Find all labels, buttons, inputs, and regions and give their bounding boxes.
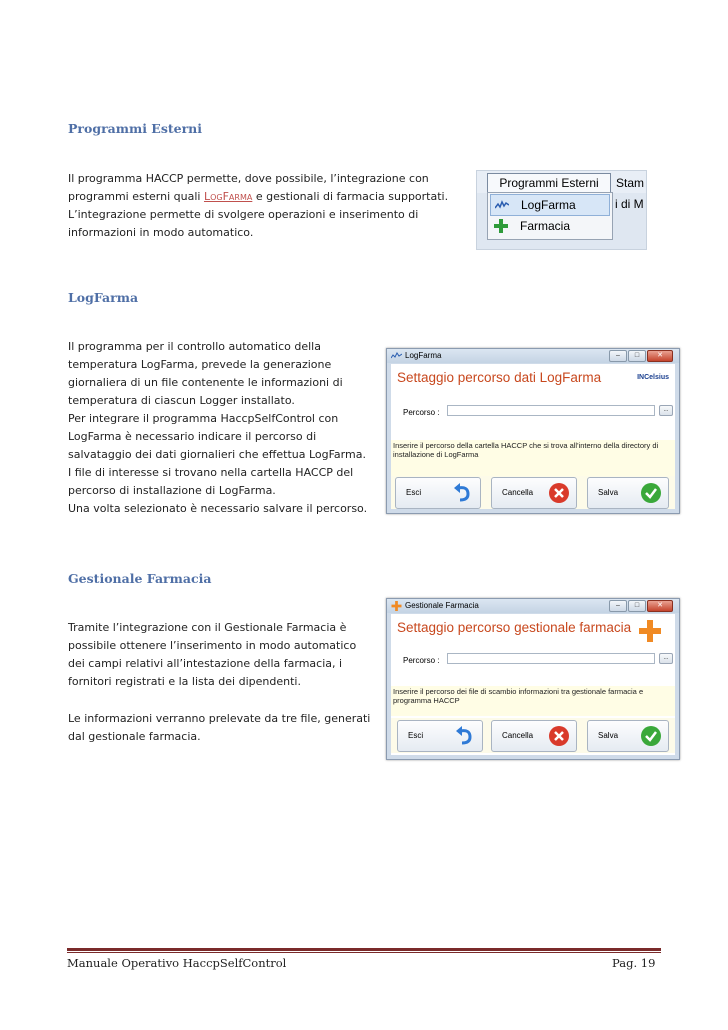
menu-stampe[interactable]: Stam (616, 176, 645, 190)
minimize-button[interactable]: – (609, 600, 627, 612)
dialog-titlebar (387, 599, 679, 613)
dialog-title: Settaggio percorso dati LogFarma (397, 370, 602, 385)
salva-button[interactable] (587, 720, 669, 752)
button-label: Esci (408, 731, 424, 740)
footer-rule-thin (67, 952, 661, 953)
menu-item-label: LogFarma (521, 198, 576, 212)
dialog-window-title: LogFarma (405, 351, 442, 360)
text-line: Tramite l’integrazione con il Gestionale Farmacia è (68, 621, 347, 634)
menu-item-logfarma[interactable] (490, 194, 610, 216)
menu-bar (477, 171, 646, 193)
orange-cross-icon (391, 601, 402, 611)
logfarma-link[interactable]: LogFarma (203, 190, 253, 203)
window-controls (608, 350, 673, 361)
heading-gestionale-farmacia: Gestionale Farmacia (68, 571, 212, 586)
paragraph-text: Il programma HACCP permette, dove possibile, l’integrazione con programmi esterni quali (68, 172, 429, 203)
paragraph-programmi-esterni (68, 170, 463, 242)
text-line: fornitori registrati e la lista dei dipendenti. (68, 675, 301, 688)
button-row (391, 718, 675, 753)
paragraph-gestionale-1 (68, 619, 378, 691)
path-input[interactable] (447, 405, 655, 416)
heading-logfarma: LogFarma (68, 290, 139, 305)
logfarma-dialog (386, 348, 680, 514)
dialog-title: Settaggio percorso gestionale farmacia (397, 620, 632, 635)
undo-arrow-icon (454, 725, 476, 747)
incelsius-logo: INCelsius (637, 374, 669, 381)
button-label: Esci (406, 488, 422, 497)
button-label: Cancella (502, 488, 534, 497)
text-line: Per integrare il programma HaccpSelfControl con (68, 412, 339, 425)
info-text: Inserire il percorso della cartella HACCP che si trova all'interno della directory di installazione di LogFarma (391, 440, 675, 476)
text-line: possibile ottenere l’inserimento in modo automatico (68, 639, 357, 652)
maximize-button[interactable]: □ (628, 600, 646, 612)
path-label: Percorso : (403, 408, 440, 417)
dialog-client (391, 614, 675, 755)
path-label: Percorso : (403, 656, 440, 665)
text-line: percorso di installazione di LogFarma. (68, 484, 276, 497)
text-line: temperatura di ciascun Logger installato. (68, 394, 295, 407)
close-button[interactable]: ✕ (647, 350, 673, 362)
footer-title: Manuale Operativo HaccpSelfControl (67, 956, 287, 970)
info-text: Inserire il percorso dei file di scambio informazioni tra gestionale farmacia e programma HACCP (391, 686, 675, 716)
paragraph-gestionale-2 (68, 710, 378, 746)
background-menu-text: i di M (615, 197, 644, 211)
window-controls (608, 600, 673, 611)
orange-cross-icon (639, 620, 661, 642)
cancella-button[interactable] (491, 720, 577, 752)
undo-arrow-icon (452, 482, 474, 504)
button-label: Salva (598, 731, 619, 740)
menu-item-farmacia[interactable] (490, 216, 608, 236)
text-line: temperatura LogFarma, prevede la generazione (68, 358, 332, 371)
close-button[interactable]: ✕ (647, 600, 673, 612)
browse-button[interactable]: ... (659, 405, 673, 416)
text-line: I file di interesse si trovano nella cartella HACCP del (68, 466, 354, 479)
save-check-icon (640, 725, 662, 747)
text-line: giornaliera di un file contenente le informazioni di (68, 376, 343, 389)
gestionale-farmacia-dialog (386, 598, 680, 760)
paragraph-logfarma (68, 338, 378, 518)
maximize-button[interactable]: □ (628, 350, 646, 362)
page-number: Pag. 19 (612, 956, 656, 970)
dialog-titlebar (387, 349, 679, 363)
salva-button[interactable] (587, 477, 669, 509)
heading-programmi-esterni: Programmi Esterni (68, 121, 203, 136)
cancella-button[interactable] (491, 477, 577, 509)
save-check-icon (640, 482, 662, 504)
text-line: Una volta selezionato è necessario salvare il percorso. (68, 502, 368, 515)
pharmacy-cross-icon (494, 219, 508, 233)
paragraph-text: e gestionali di farmacia supportati. L’integrazione permette di svolgere operazioni e inserimento di informazioni in modo automatico. (68, 190, 449, 239)
menu-programmi-esterni[interactable]: Programmi Esterni (487, 173, 611, 193)
logfarma-icon (495, 198, 509, 212)
text-line: Le informazioni verranno prelevate da tre file, generati (68, 712, 371, 725)
button-label: Cancella (502, 731, 534, 740)
esci-button[interactable] (397, 720, 483, 752)
minimize-button[interactable]: – (609, 350, 627, 362)
dialog-window-title: Gestionale Farmacia (405, 601, 479, 610)
button-label: Salva (598, 488, 619, 497)
text-line: LogFarma è necessario indicare il percorso di (68, 430, 317, 443)
cancel-x-icon (548, 482, 570, 504)
dialog-client (391, 364, 675, 509)
browse-button[interactable]: ... (659, 653, 673, 664)
path-input[interactable] (447, 653, 655, 664)
text-line: dal gestionale farmacia. (68, 730, 201, 743)
text-line: salvataggio dei dati giornalieri che effettua LogFarma. (68, 448, 366, 461)
text-line: Il programma per il controllo automatico della (68, 340, 321, 353)
menu-item-label: Farmacia (520, 219, 571, 233)
footer-rule (67, 948, 661, 951)
esci-button[interactable] (395, 477, 481, 509)
dropdown-menu (487, 192, 613, 240)
button-row (391, 476, 675, 509)
cancel-x-icon (548, 725, 570, 747)
text-line: dei campi relativi all’intestazione della farmacia, i (68, 657, 343, 670)
logfarma-icon (391, 352, 402, 360)
menu-screenshot (476, 170, 647, 250)
